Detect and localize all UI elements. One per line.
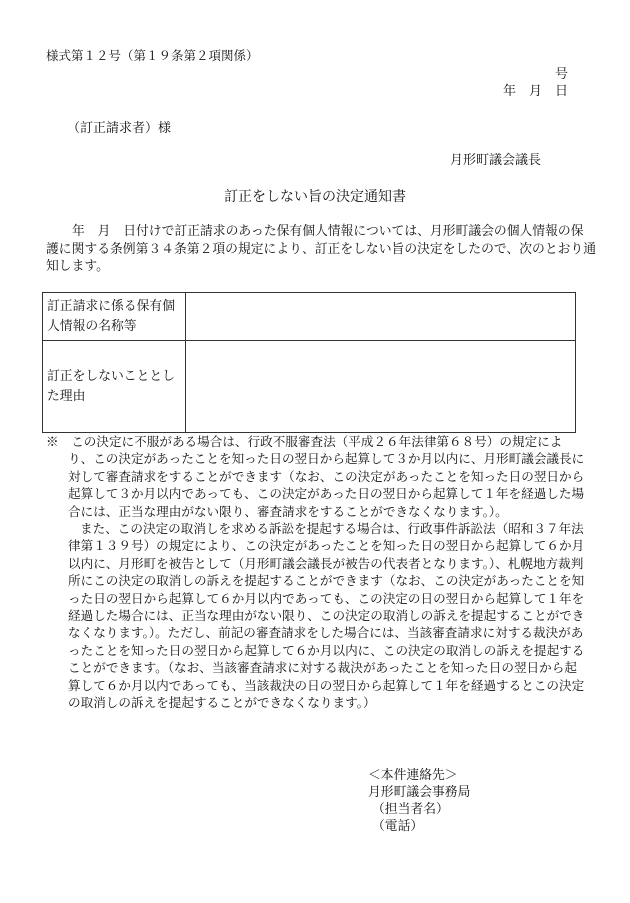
contact-office: 月形町議会事務局 (368, 785, 471, 800)
document-title: 訂正をしない旨の決定通知書 (224, 189, 406, 205)
intro-paragraph: 年 月 日付けで訂正請求のあった保有個人情報については、月形町議会の個人情報の保護に関する条例第３４条第２項の規定により、訂正をしない旨の決定をしたので、次のとおり通知します。 (46, 224, 597, 274)
row2-value (186, 341, 576, 433)
contact-person: （担当者名） (372, 802, 449, 817)
table-row (43, 293, 576, 341)
note-paragraph-2: また、この決定の取消しを求める訴訟を提起する場合は、行政事件訴訟法（昭和３７年法律第１３９号）の規定により、この決定があったことを知った日の翌日から起算して６か月以内に、月形町を被告として（月形町議会議長が被告の代表者となります。）、札幌地方裁判所にこの決定の取消しの訴えを提起することができます（なお、この決定があったことを知った日の翌日から起算して６か月以内であっても、この決定の日の翌日から起算して１年を経過した場合には、正当な理由がない限り、この決定の取消しの訴えを提起することができなくなります。）。ただし、前記の審査請求をした場合には、当該審査請求に対する裁決があったことを知った日の翌日から起算して６か月以内に、この決定の取消しの訴えを提起することができます。（なお、当該審査請求に対する裁決があったことを知った日の翌日から起算して６か月以内であっても、当該裁決の日の翌日から起算して１年を経過するとこの決定の取消しの訴えを提起することができなくなります。） (68, 521, 585, 711)
sender: 月形町議会議長 (450, 153, 542, 168)
row2-label: 訂正をしないこととした理由 (43, 341, 186, 433)
contact-heading: ＜本件連絡先＞ (368, 768, 458, 783)
table-row (43, 341, 576, 433)
document-number: 号 (554, 67, 568, 82)
note-paragraph-1: ※ この決定に不服がある場合は、行政不服審査法（平成２６年法律第６８号）の規定により、この決定があったことを知った日の翌日から起算して３か月以内に、月形町議会議長に対して審査請求をすることができます（なお、この決定があったことを知った日の翌日から起算して３か月以内であっても、この決定があった日の翌日から起算して１年を経過した場合には、正当な理由がない限り、審査請求をすることができなくなります。）。 (46, 434, 585, 519)
note-section (46, 433, 586, 712)
info-table (42, 292, 576, 433)
contact-block (368, 767, 470, 835)
contact-phone: （電話） (372, 819, 424, 834)
issue-date: 年 月 日 (503, 84, 569, 99)
form-number: 様式第１２号（第１９条第２項関係） (46, 48, 259, 63)
recipient: （訂正請求者）様 (67, 121, 172, 136)
row1-value (186, 293, 576, 341)
row1-label: 訂正請求に係る保有個人情報の名称等 (43, 293, 186, 341)
